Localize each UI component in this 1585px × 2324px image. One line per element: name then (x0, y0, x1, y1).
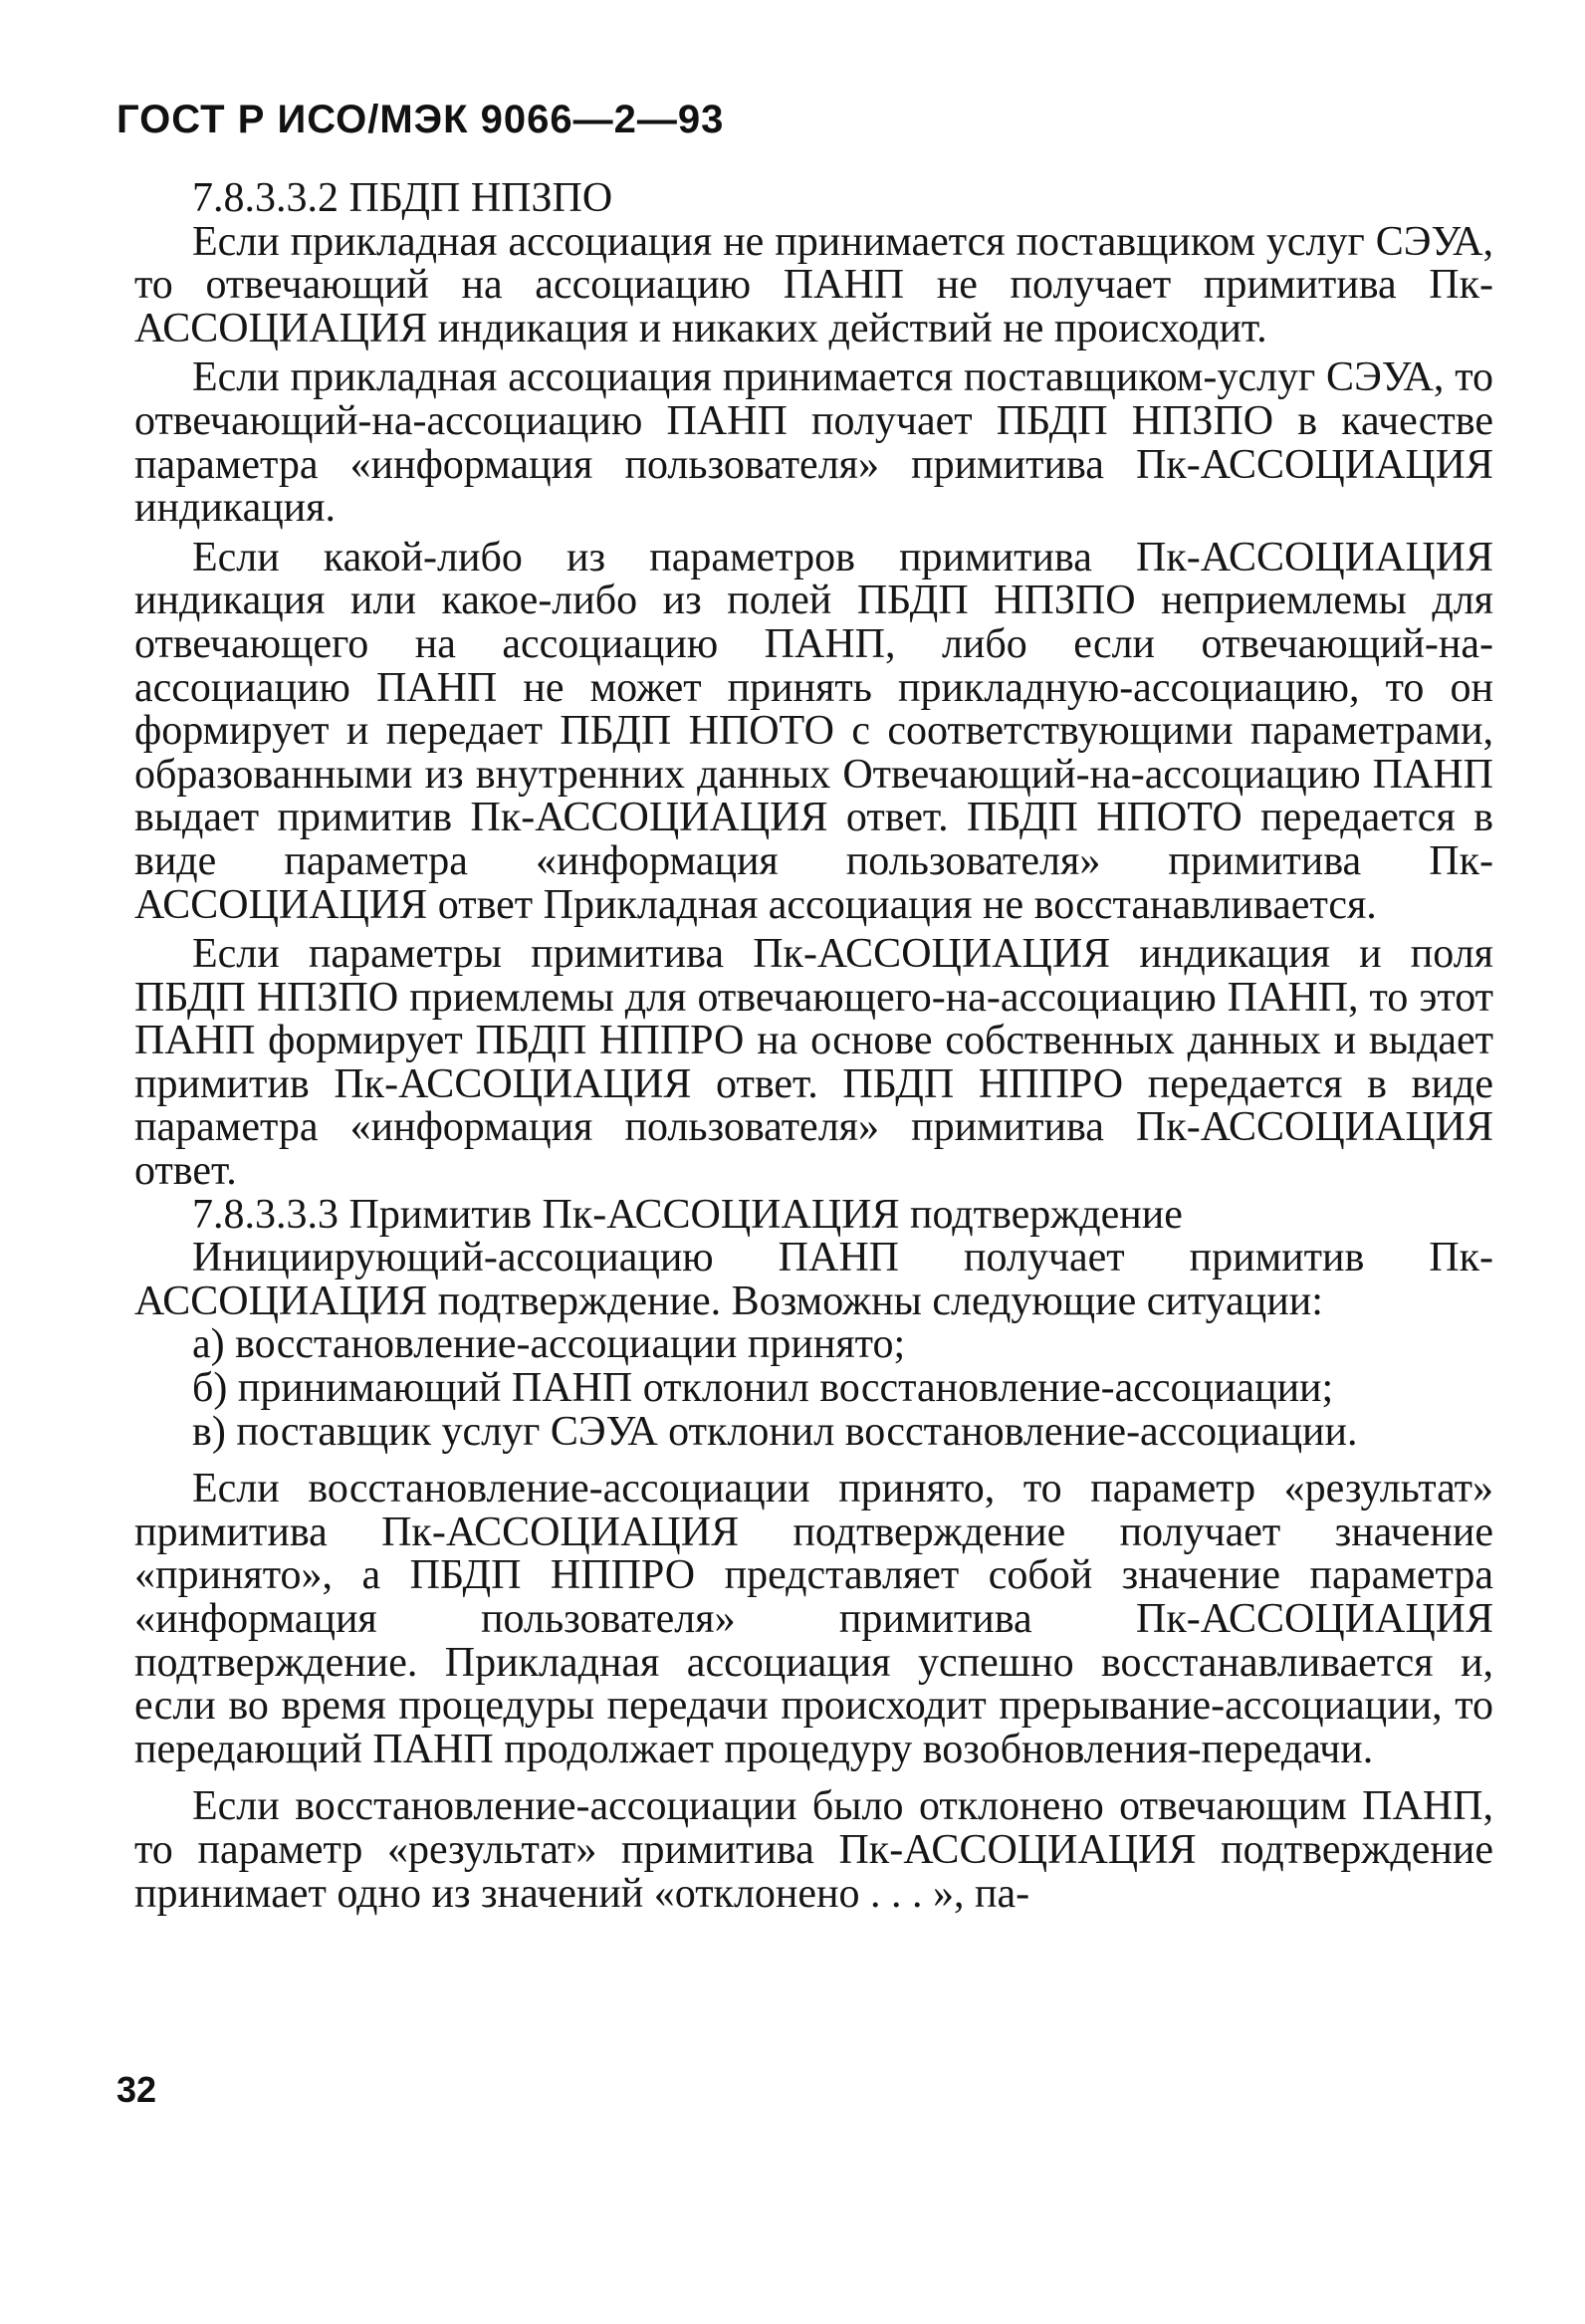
document-body (134, 177, 1493, 1916)
standard-header: ГОСТ Р ИСО/МЭК 9066—2—93 (116, 98, 725, 141)
paragraph-intro: Инициирующий-ассоциацию ПАНП получает примитив Пк-АССОЦИАЦИЯ подтверждение. Возможны следующие ситуации: (134, 1235, 1493, 1324)
section-heading: 7.8.3.3.2 ПБДП НПЗПО (192, 175, 613, 221)
paragraph: Если восстановление-ассоциации принято, то параметр «результат» примитива Пк-АССОЦИАЦИЯ подтверждение получает значение «принято», а ПБДП НППРО представляет собой значение параметра «информация пользователя» примитива Пк-АССОЦИАЦИЯ подтверждение. Прикладная ассоциация успешно восстанавливается и, если во время процедуры передачи происходит прерывание-ассоциации, то передающий ПАНП продолжает процедуру возобновления-передачи. (134, 1466, 1493, 1772)
list-item: в) поставщик услуг СЭУА отклонил восстановление-ассоциации. (192, 1408, 1358, 1455)
page-number: 32 (116, 2069, 157, 2110)
list-item: б) принимающий ПАНП отклонил восстановление-ассоциации; (192, 1365, 1334, 1412)
list-item: а) восстановление-ассоциации принято; (192, 1321, 906, 1368)
paragraph: Если прикладная ассоциация принимается поставщиком-услуг СЭУА, то отвечающий-на-ассоциацию ПАНП получает ПБДП НПЗПО в качестве параметра «информация пользователя» примитива Пк-АССОЦИАЦИЯ индикация. (134, 354, 1493, 532)
paragraph: Если прикладная ассоциация не принимается поставщиком услуг СЭУА, то отвечающий на ассоциацию ПАНП не получает примитива Пк-АССОЦИАЦИЯ индикация и никаких действий не происходит. (134, 218, 1493, 351)
paragraph: Если какой-либо из параметров примитива Пк-АССОЦИАЦИЯ индикация или какое-либо из полей ПБДП НПЗПО неприемлемы для отвечающего на ассоциацию ПАНП, либо если отвечающий-на-ассоциацию ПАНП не может принять прикладную-ассоциацию, то он формирует и передает ПБДП НПОТО с соответствующими параметрами, образованными из внутренних данных Отвечающий-на-ассоциацию ПАНП выдает примитив Пк-АССОЦИАЦИЯ ответ. ПБДП НПОТО передается в виде параметра «информация пользователя» примитива Пк-АССОЦИАЦИЯ ответ Прикладная ассоциация не восстанавливается. (134, 534, 1493, 928)
paragraph: Если параметры примитива Пк-АССОЦИАЦИЯ индикация и поля ПБДП НПЗПО приемлемы для отвечающего-на-ассоциацию ПАНП, то этот ПАНП формирует ПБДП НППРО на основе собственных данных и выдает примитив Пк-АССОЦИАЦИЯ ответ. ПБДП НППРО передается в виде параметра «информация пользователя» примитива Пк-АССОЦИАЦИЯ ответ. (134, 931, 1493, 1195)
paragraph: Если восстановление-ассоциации было отклонено отвечающим ПАНП, то параметр «результат» примитива Пк-АССОЦИАЦИЯ подтверждение принимает одно из значений «отклонено . . . », па- (134, 1783, 1493, 1917)
section-heading: 7.8.3.3.3 Примитив Пк-АССОЦИАЦИЯ подтверждение (192, 1191, 1183, 1238)
